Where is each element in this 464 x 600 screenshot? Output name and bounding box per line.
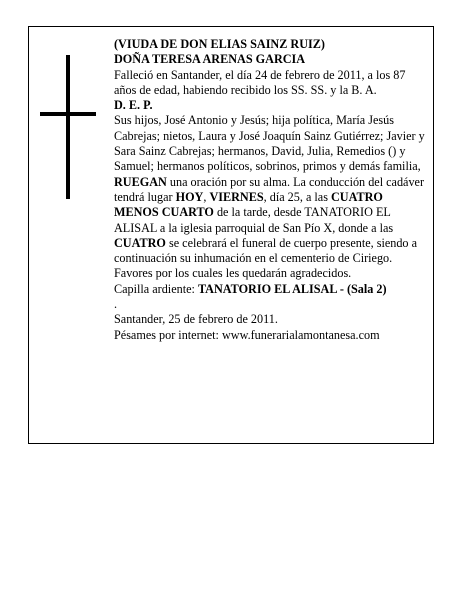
cross-vertical-bar (66, 55, 70, 199)
time-text: CUATRO MENOS CUARTO (114, 189, 383, 220)
hoy-text: HOY (175, 189, 204, 204)
deceased-name: DOÑA TERESA ARENAS GARCIA (114, 52, 306, 67)
cross-horizontal-bar (40, 112, 96, 116)
from-text: de la tarde, desde TANATORIO EL ALISAL a la iglesia parroquial de San Pío X, donde a las (114, 205, 394, 235)
cuatro-text: CUATRO (114, 235, 166, 250)
death-info: Falleció en Santander, el día 24 de febrero de 2011, a los 87 años de edad, habiendo recibido los SS. SS. y la B. A. (114, 67, 406, 97)
chapel-label: Capilla ardiente: (114, 281, 198, 296)
widow-line: (VIUDA DE DON ELIAS SAINZ RUIZ) (114, 37, 325, 51)
date-line: Santander, 25 de febrero de 2011. (114, 312, 278, 327)
ruegan-rest: una oración por su alma. La conducción del cadáver tendrá lugar (114, 174, 425, 204)
cross-icon (40, 55, 96, 199)
rip-line: D. E. P. (114, 98, 153, 113)
chapel-value: TANATORIO EL ALISAL - (Sala 2) (197, 281, 387, 296)
viernes-text: VIERNES (209, 189, 264, 204)
chapel-period: . (114, 297, 118, 312)
comma-separator: , (203, 189, 210, 204)
ruegan-text: RUEGAN (114, 174, 167, 189)
death-notice-frame (28, 26, 434, 444)
notice-text (114, 37, 428, 343)
family-paragraph (114, 113, 428, 281)
chapel-line (114, 282, 428, 313)
family-text: Sus hijos, José Antonio y Jesús; hija política, María Jesús Cabrejas; nietos, Laura y José Joaquín Sainz Gutiérrez; Javier y Sara Sainz Cabrejas; hermanos, David, Julia, Remedios () y Samuel; hermanos políticos, sobrinos, primos y demás familia, (114, 113, 425, 174)
condolences-line: Pésames por internet: www.funerarialamontanesa.com (114, 327, 380, 342)
funeral-text: se celebrará el funeral de cuerpo presente, siendo a continuación su inhumación en el cementerio de Ciriego. Favores por los cuales les quedarán agradecidos. (114, 235, 417, 281)
day-text: , día 25, a las (263, 189, 331, 204)
